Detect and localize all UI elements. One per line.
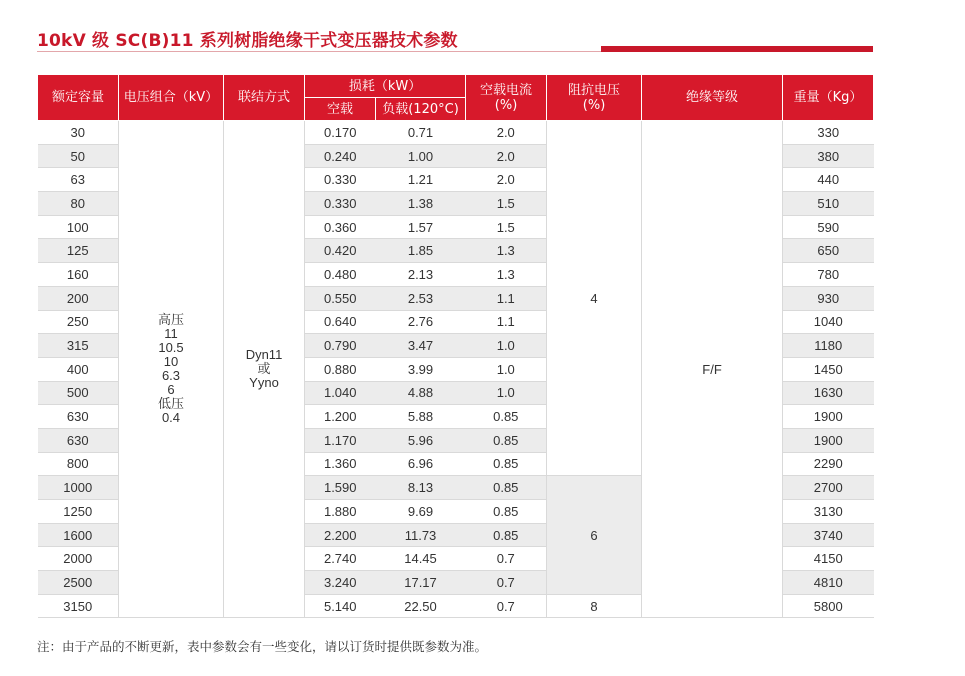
cell-capacity: 630	[38, 428, 119, 452]
cell-load-loss: 4.88	[376, 381, 466, 405]
cell-capacity: 630	[38, 405, 119, 429]
cell-capacity: 125	[38, 239, 119, 263]
cell-impedance-a: 4	[547, 121, 642, 476]
cell-weight: 380	[783, 144, 874, 168]
cell-load-loss: 3.47	[376, 334, 466, 358]
cell-load-loss: 1.85	[376, 239, 466, 263]
connection-lines	[224, 348, 304, 390]
cell-weight: 780	[783, 263, 874, 287]
cell-weight: 1630	[783, 381, 874, 405]
voltage-combo-lines	[119, 313, 223, 425]
header-noload-current-unit: (%)	[494, 97, 518, 113]
connection-line: Dyn11	[245, 347, 283, 363]
cell-noload-current: 1.0	[466, 357, 547, 381]
cell-noload-current: 1.3	[466, 239, 547, 263]
cell-noload-loss: 1.880	[305, 500, 376, 524]
cell-noload-loss: 1.170	[305, 428, 376, 452]
cell-load-loss: 14.45	[376, 547, 466, 571]
cell-noload-loss: 0.170	[305, 121, 376, 145]
cell-load-loss: 8.13	[376, 476, 466, 500]
cell-noload-current: 1.5	[466, 192, 547, 216]
voltage-line: 0.4	[161, 410, 181, 426]
cell-capacity: 50	[38, 144, 119, 168]
cell-noload-loss: 2.200	[305, 523, 376, 547]
cell-noload-loss: 0.360	[305, 215, 376, 239]
cell-capacity: 30	[38, 121, 119, 145]
footnote: 注：由于产品的不断更新，表中参数会有一些变化，请以订货时提供既参数为准。	[37, 639, 488, 654]
title-accent-bar	[601, 46, 873, 52]
cell-capacity: 800	[38, 452, 119, 476]
cell-weight: 1450	[783, 357, 874, 381]
cell-noload-loss: 0.330	[305, 168, 376, 192]
cell-noload-current: 0.85	[466, 523, 547, 547]
cell-noload-current: 1.3	[466, 263, 547, 287]
header-noload-current	[466, 75, 547, 121]
table-row	[38, 121, 874, 145]
cell-load-loss: 1.21	[376, 168, 466, 192]
cell-load-loss: 1.38	[376, 192, 466, 216]
header-connection: 联结方式	[224, 75, 305, 121]
cell-noload-current: 0.85	[466, 500, 547, 524]
header-loss-noload: 空载	[305, 98, 376, 121]
cell-load-loss: 17.17	[376, 571, 466, 595]
cell-weight: 2290	[783, 452, 874, 476]
cell-weight: 4150	[783, 547, 874, 571]
cell-weight: 930	[783, 286, 874, 310]
cell-capacity: 400	[38, 357, 119, 381]
cell-noload-current: 0.85	[466, 405, 547, 429]
cell-load-loss: 0.71	[376, 121, 466, 145]
cell-noload-loss: 0.240	[305, 144, 376, 168]
voltage-line: 10.5	[158, 340, 184, 356]
cell-noload-loss: 0.420	[305, 239, 376, 263]
header-voltage-combo: 电压组合（kV）	[119, 75, 224, 121]
cell-impedance-b: 6	[547, 476, 642, 594]
cell-load-loss: 6.96	[376, 452, 466, 476]
cell-noload-loss: 1.590	[305, 476, 376, 500]
cell-impedance-c: 8	[547, 594, 642, 618]
voltage-line: 10	[163, 354, 179, 370]
cell-noload-loss: 0.640	[305, 310, 376, 334]
cell-noload-current: 0.85	[466, 476, 547, 500]
cell-load-loss: 1.00	[376, 144, 466, 168]
cell-noload-current: 2.0	[466, 168, 547, 192]
cell-capacity: 2000	[38, 547, 119, 571]
voltage-line: 6.3	[161, 368, 181, 384]
cell-noload-current: 2.0	[466, 121, 547, 145]
cell-capacity: 160	[38, 263, 119, 287]
cell-noload-loss: 0.480	[305, 263, 376, 287]
voltage-line: 高压	[157, 312, 184, 328]
cell-weight: 4810	[783, 571, 874, 595]
cell-noload-loss: 1.040	[305, 381, 376, 405]
spec-table	[37, 74, 874, 618]
cell-noload-current: 1.0	[466, 381, 547, 405]
cell-capacity: 315	[38, 334, 119, 358]
header-rated-capacity: 额定容量	[38, 75, 119, 121]
cell-connection	[224, 121, 305, 618]
cell-weight: 510	[783, 192, 874, 216]
cell-noload-loss: 1.360	[305, 452, 376, 476]
page-title: 10kV 级 SC(B)11 系列树脂绝缘干式变压器技术参数	[37, 31, 458, 51]
connection-line: Yyno	[249, 375, 279, 391]
voltage-line: 11	[164, 326, 178, 342]
cell-noload-loss: 2.740	[305, 547, 376, 571]
cell-capacity: 200	[38, 286, 119, 310]
cell-noload-loss: 3.240	[305, 571, 376, 595]
cell-noload-loss: 1.200	[305, 405, 376, 429]
header-loss-load: 负载(120°C)	[376, 98, 466, 121]
cell-weight: 1180	[783, 334, 874, 358]
cell-capacity: 100	[38, 215, 119, 239]
cell-noload-current: 1.1	[466, 310, 547, 334]
table-body	[38, 121, 874, 618]
cell-noload-loss: 0.880	[305, 357, 376, 381]
cell-weight: 440	[783, 168, 874, 192]
cell-voltage-combo	[119, 121, 224, 618]
header-impedance-unit: (%)	[582, 97, 606, 113]
cell-capacity: 80	[38, 192, 119, 216]
cell-weight: 5800	[783, 594, 874, 618]
cell-weight: 2700	[783, 476, 874, 500]
cell-capacity: 63	[38, 168, 119, 192]
cell-noload-loss: 0.330	[305, 192, 376, 216]
cell-weight: 330	[783, 121, 874, 145]
cell-load-loss: 1.57	[376, 215, 466, 239]
cell-weight: 650	[783, 239, 874, 263]
cell-noload-current: 0.7	[466, 594, 547, 618]
cell-capacity: 2500	[38, 571, 119, 595]
cell-capacity: 500	[38, 381, 119, 405]
cell-load-loss: 3.99	[376, 357, 466, 381]
cell-noload-current: 1.1	[466, 286, 547, 310]
connection-line: 或	[257, 361, 271, 377]
cell-capacity: 1250	[38, 500, 119, 524]
cell-load-loss: 2.13	[376, 263, 466, 287]
cell-weight: 3130	[783, 500, 874, 524]
cell-noload-current: 1.0	[466, 334, 547, 358]
cell-load-loss: 11.73	[376, 523, 466, 547]
header-loss: 损耗（kW）	[305, 75, 466, 98]
cell-capacity: 1600	[38, 523, 119, 547]
header-impedance-label: 阻抗电压	[568, 82, 621, 98]
cell-load-loss: 2.76	[376, 310, 466, 334]
cell-noload-loss: 5.140	[305, 594, 376, 618]
cell-weight: 1900	[783, 428, 874, 452]
cell-load-loss: 5.88	[376, 405, 466, 429]
voltage-line: 低压	[157, 396, 184, 412]
cell-load-loss: 2.53	[376, 286, 466, 310]
cell-load-loss: 5.96	[376, 428, 466, 452]
cell-weight: 1900	[783, 405, 874, 429]
voltage-line: 6	[167, 382, 175, 398]
cell-weight: 1040	[783, 310, 874, 334]
header-insulation: 绝缘等级	[642, 75, 783, 121]
cell-noload-loss: 0.550	[305, 286, 376, 310]
cell-load-loss: 9.69	[376, 500, 466, 524]
cell-capacity: 1000	[38, 476, 119, 500]
cell-weight: 3740	[783, 523, 874, 547]
cell-noload-current: 2.0	[466, 144, 547, 168]
cell-load-loss: 22.50	[376, 594, 466, 618]
cell-insulation: F/F	[642, 121, 783, 618]
cell-noload-current: 0.7	[466, 547, 547, 571]
cell-noload-current: 0.85	[466, 428, 547, 452]
header-impedance	[547, 75, 642, 121]
cell-noload-loss: 0.790	[305, 334, 376, 358]
cell-noload-current: 0.85	[466, 452, 547, 476]
header-noload-current-label: 空载电流	[480, 82, 533, 98]
header-weight: 重量（Kg）	[783, 75, 874, 121]
cell-noload-current: 0.7	[466, 571, 547, 595]
cell-capacity: 250	[38, 310, 119, 334]
cell-weight: 590	[783, 215, 874, 239]
cell-capacity: 3150	[38, 594, 119, 618]
cell-noload-current: 1.5	[466, 215, 547, 239]
